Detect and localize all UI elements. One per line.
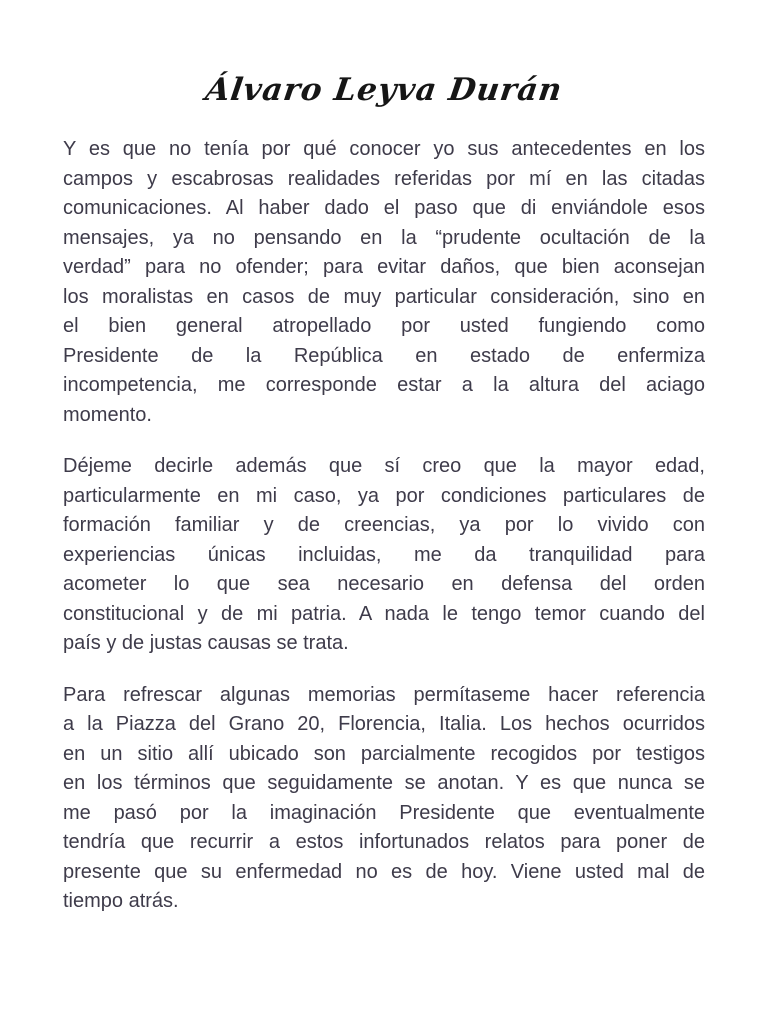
- paragraph: [63, 452, 705, 659]
- text-line: Déjeme decirle además que sí creo que la mayor edad,: [63, 455, 705, 477]
- text-line: Para refrescar algunas memorias permítaseme hacer referencia: [63, 683, 705, 706]
- document-body: [63, 135, 705, 917]
- text-line: experiencias únicas incluidas, me da tranquilidad para: [63, 543, 705, 566]
- text-line: comunicaciones. Al haber dado el paso que di enviándole esos: [63, 197, 705, 219]
- text-line: Y es que no tenía por qué conocer yo sus antecedentes en los: [63, 138, 705, 160]
- text-line: los moralistas en casos de muy particular consideración, sino en: [63, 285, 705, 308]
- text-line: me pasó por la imaginación Presidente que eventualmente: [63, 801, 705, 824]
- text-line: a la Piazza del Grano 20, Florencia, Italia. Los hechos ocurridos: [63, 713, 705, 735]
- text-line: el bien general atropellado por usted fungiendo como: [63, 315, 705, 337]
- author-signature: Álvaro Leyva Durán: [203, 72, 565, 108]
- paragraph: [63, 135, 705, 430]
- paragraph: [63, 681, 705, 917]
- text-line: verdad” para no ofender; para evitar daños, que bien aconsejan: [63, 256, 705, 278]
- text-line: tendría que recurrir a estos infortunados relatos para poner de: [63, 831, 705, 853]
- text-line: particularmente en mi caso, ya por condiciones particulares de: [63, 484, 705, 507]
- text-line: en un sitio allí ubicado son parcialmente recogidos por testigos: [63, 742, 705, 765]
- text-line: país y de justas causas se trata.: [63, 632, 349, 654]
- text-line: Presidente de la República en estado de enfermiza: [63, 344, 705, 367]
- text-line: en los términos que seguidamente se anotan. Y es que nunca se: [63, 772, 705, 794]
- text-line: tiempo atrás.: [63, 890, 179, 912]
- text-line: presente que su enfermedad no es de hoy. Viene usted mal de: [63, 860, 705, 883]
- text-line: constitucional y de mi patria. A nada le tengo temor cuando del: [63, 602, 705, 625]
- text-line: momento.: [63, 403, 152, 426]
- text-line: acometer lo que sea necesario en defensa del orden: [63, 573, 705, 595]
- text-line: incompetencia, me corresponde estar a la altura del aciago: [63, 374, 705, 396]
- text-line: mensajes, ya no pensando en la “prudente ocultación de la: [63, 226, 705, 249]
- text-line: campos y escabrosas realidades referidas por mí en las citadas: [63, 167, 705, 190]
- text-line: formación familiar y de creencias, ya por lo vivido con: [63, 514, 705, 536]
